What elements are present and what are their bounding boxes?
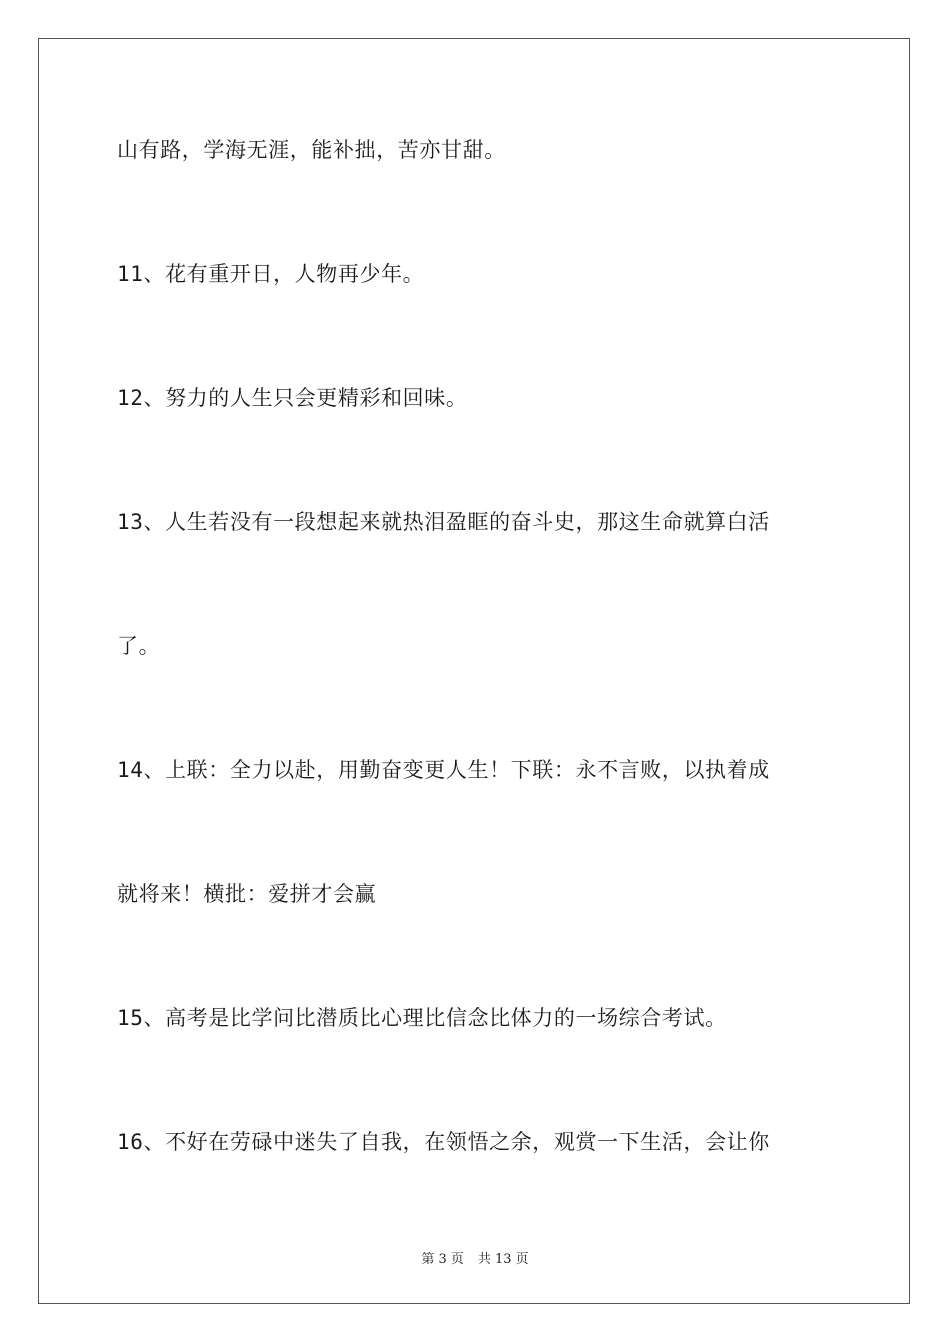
page-footer	[0, 1248, 950, 1267]
text-line: 山有路，学海无涯，能补拙，苦亦甘甜。	[117, 138, 506, 162]
text-line: 了。	[117, 634, 161, 658]
text-line: 就将来！横批：爱拼才会赢	[117, 882, 377, 906]
text-line: 16、不好在劳碌中迷失了自我，在领悟之余，观赏一下生活，会让你	[117, 1130, 770, 1154]
text-line: 15、高考是比学问比潜质比心理比信念比体力的一场综合考试。	[117, 1006, 727, 1030]
page-total: 共 13 页	[477, 1252, 529, 1267]
text-line: 14、上联：全力以赴，用勤奋变更人生！下联：永不言败，以执着成	[117, 758, 770, 782]
page-number: 第 3 页	[421, 1252, 464, 1267]
text-line: 12、努力的人生只会更精彩和回味。	[117, 386, 468, 410]
page-frame	[38, 38, 910, 1304]
text-line: 13、人生若没有一段想起来就热泪盈眶的奋斗史，那这生命就算白活	[117, 510, 770, 534]
text-line: 11、花有重开日，人物再少年。	[117, 262, 425, 286]
